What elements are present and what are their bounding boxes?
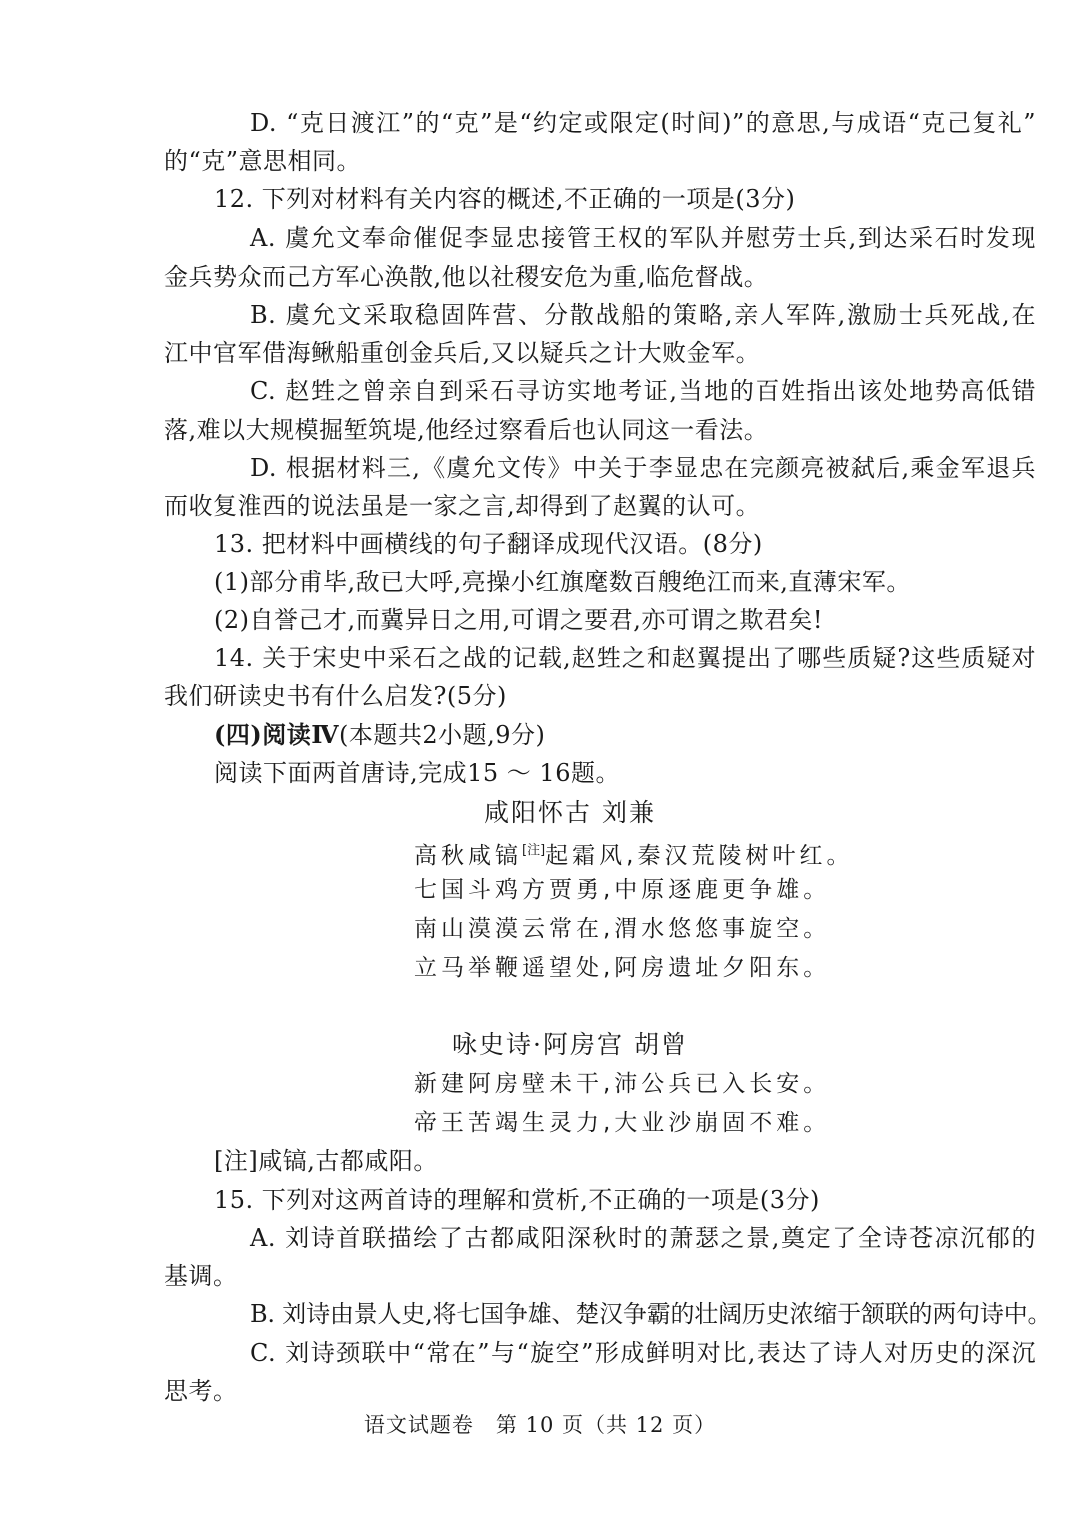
poem2-line2: 帝王苦竭生灵力,大业沙崩固不难。 xyxy=(414,1110,831,1136)
poem1-title: 咸阳怀古 刘兼 xyxy=(484,798,656,827)
q12-option-c-line1: C. 赵甡之曾亲自到采石寻访实地考证,当地的百姓指出该处地势高低错 xyxy=(250,377,1036,405)
q14-stem-line2: 我们研读史书有什么启发?(5分) xyxy=(164,682,507,710)
poem1-line1 xyxy=(414,832,853,875)
poem2-title: 咏史诗·阿房宫 胡曾 xyxy=(452,1030,688,1059)
poem2-line1: 新建阿房壁未干,沛公兵已入长安。 xyxy=(414,1071,831,1097)
section-4-heading-rest: (本题共2小题,9分) xyxy=(338,721,546,749)
poem1-line4: 立马举鞭遥望处,阿房遗址夕阳东。 xyxy=(414,955,831,981)
q12-stem: 12. 下列对材料有关内容的概述,不正确的一项是(3分) xyxy=(214,185,796,213)
q11-option-d-line1: D. “克日渡江”的“克”是“约定或限定(时间)”的意思,与成语“克己复礼” xyxy=(250,109,1036,137)
q11-option-d-line2: 的“克”意思相同。 xyxy=(164,147,362,175)
q12-option-d-line2: 而收复淮西的说法虽是一家之言,却得到了赵翼的认可。 xyxy=(164,492,761,520)
poem1-line1-post: 起霜风,秦汉荒陵树叶红。 xyxy=(545,843,854,869)
poem1-line3: 南山漠漠云常在,渭水悠悠事旋空。 xyxy=(414,916,831,942)
section-4-instruction: 阅读下面两首唐诗,完成15 ～ 16题。 xyxy=(214,759,620,787)
q15-option-b: B. 刘诗由景人史,将七国争雄、楚汉争霸的壮阔历史浓缩于颔联的两句诗中。 xyxy=(250,1300,1052,1328)
q15-option-a-line2: 基调。 xyxy=(164,1262,238,1290)
q15-option-c-line2: 思考。 xyxy=(164,1377,238,1405)
q12-option-b-line1: B. 虞允文采取稳固阵营、分散战船的策略,亲人军阵,激励士兵死战,在 xyxy=(250,301,1036,329)
section-4-heading xyxy=(214,716,1036,754)
q12-option-c-line2: 落,难以大规模掘堑筑堤,他经过察看后也认同这一看法。 xyxy=(164,416,769,444)
q12-option-b-line2: 江中官军借海鳅船重创金兵后,又以疑兵之计大败金军。 xyxy=(164,339,761,367)
q15-option-c-line1: C. 刘诗颈联中“常在”与“旋空”形成鲜明对比,表达了诗人对历史的深沉 xyxy=(250,1339,1036,1367)
q13-stem: 13. 把材料中画横线的句子翻译成现代汉语。(8分) xyxy=(214,530,763,558)
page-footer: 语文试题卷 第 10 页（共 12 页） xyxy=(363,1413,717,1437)
q15-option-a-line1: A. 刘诗首联描绘了古都咸阳深秋时的萧瑟之景,奠定了全诗苍凉沉郁的 xyxy=(250,1224,1036,1252)
q13-item-2: (2)自誉己才,而冀异日之用,可谓之要君,亦可谓之欺君矣! xyxy=(214,606,824,634)
q13-item-1: (1)部分甫毕,敌已大呼,亮操小红旗麾数百艘绝江而来,直薄宋军。 xyxy=(214,568,911,596)
poem1-note-marker: [注] xyxy=(522,843,546,858)
q12-option-d-line1: D. 根据材料三,《虞允文传》中关于李显忠在完颜亮被弑后,乘金军退兵 xyxy=(250,454,1036,482)
poem-note: [注]咸镐,古都咸阳。 xyxy=(214,1147,438,1175)
poem1-line1-pre: 高秋咸镐 xyxy=(414,843,522,869)
q12-option-a-line1: A. 虞允文奉命催促李显忠接管王权的军队并慰劳士兵,到达采石时发现 xyxy=(250,224,1036,252)
poem1-line2: 七国斗鸡方贾勇,中原逐鹿更争雄。 xyxy=(414,877,831,903)
q14-stem-line1: 14. 关于宋史中采石之战的记载,赵甡之和赵翼提出了哪些质疑?这些质疑对 xyxy=(214,644,1036,672)
q15-stem: 15. 下列对这两首诗的理解和赏析,不正确的一项是(3分) xyxy=(214,1186,820,1214)
section-4-heading-bold: (四)阅读Ⅳ xyxy=(214,720,339,749)
q12-option-a-line2: 金兵势众而己方军心涣散,他以社稷安危为重,临危督战。 xyxy=(164,263,769,291)
